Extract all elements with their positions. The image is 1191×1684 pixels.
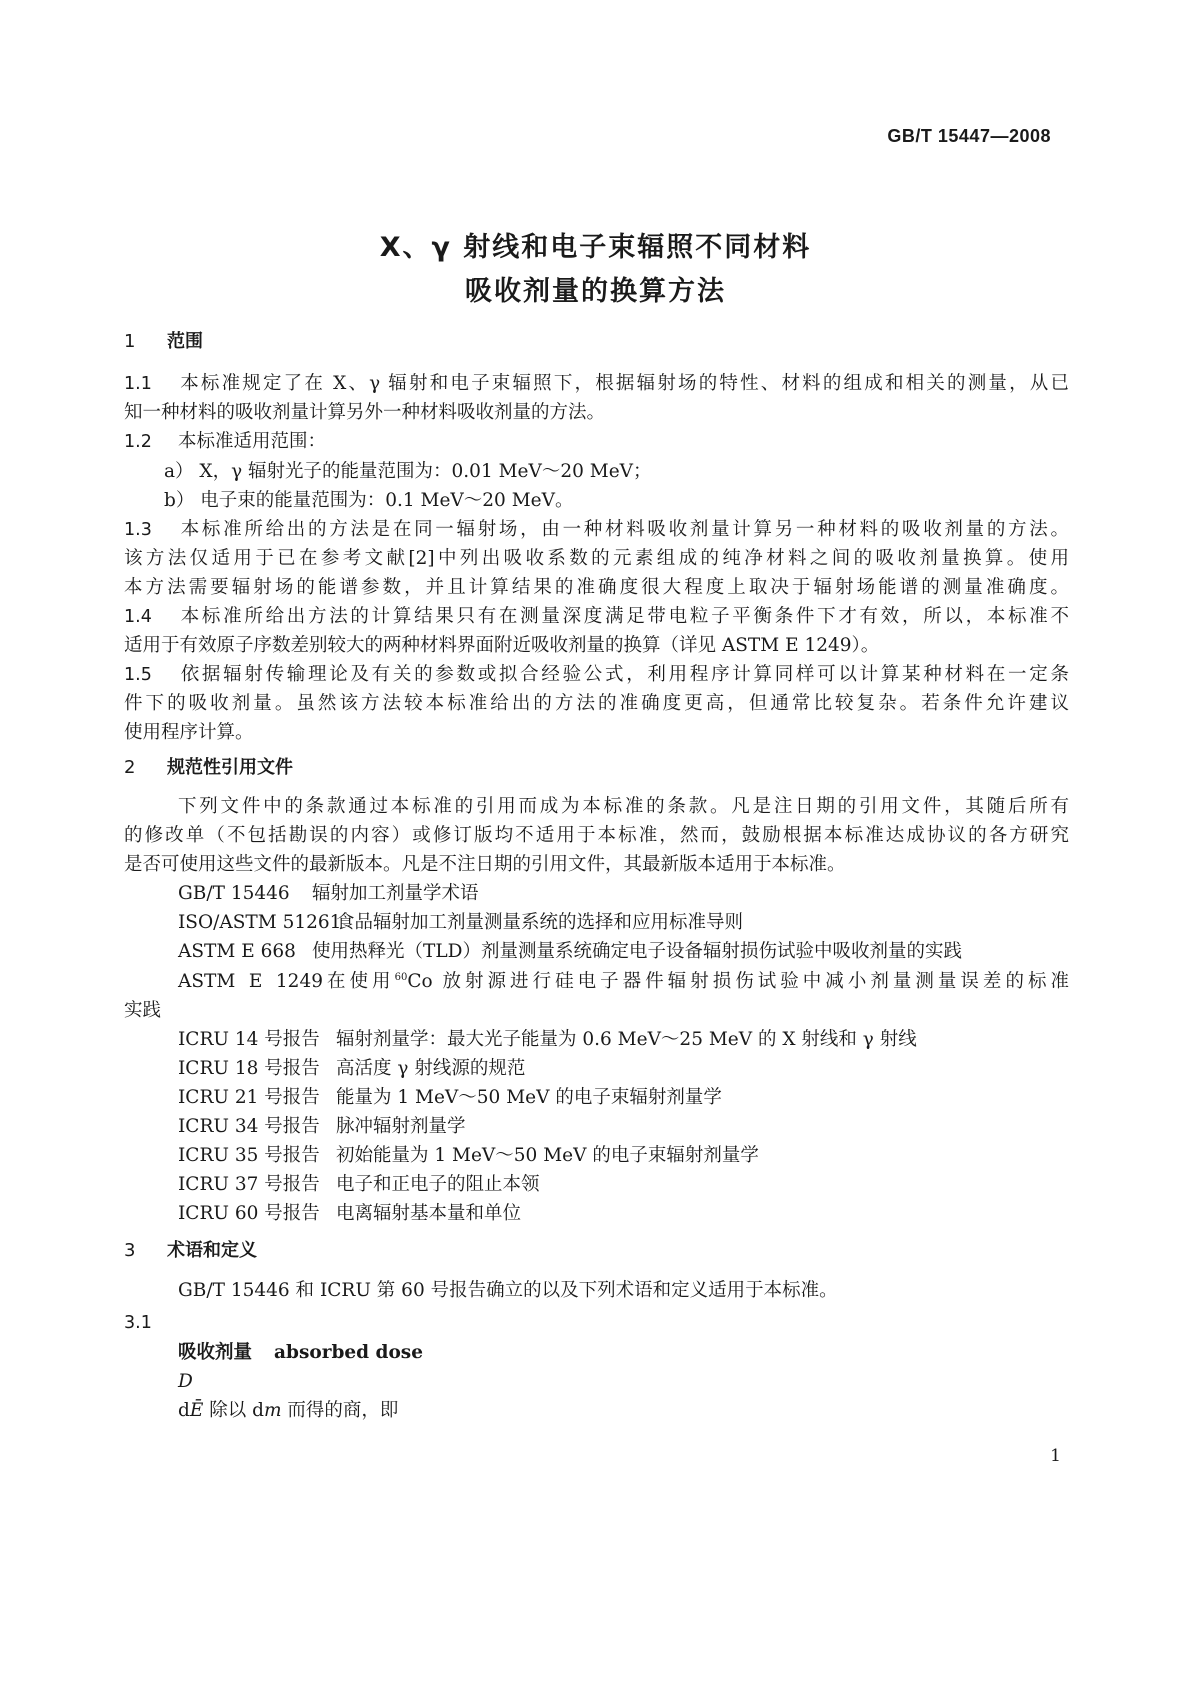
clause-number: 3.1 (124, 1313, 152, 1333)
report-title: 辐射剂量学：最大光子能量为 0.6 MeV～25 MeV 的 X 射线和 γ 射线 (336, 1029, 917, 1050)
term-symbol: D (178, 1371, 193, 1392)
clause-1-3-line-2: 该方法仅适用于已在参考文献[2]中列出吸收系数的元素组成的纯净材料之间的吸收剂量换算。使用 (124, 548, 1069, 569)
section-number: 1 (124, 331, 136, 352)
clause-number: 1.4 (124, 607, 152, 627)
reference-code: ASTM E 1249 (178, 971, 323, 992)
icru-report (178, 1053, 1123, 1084)
section-2-intro-line-2: 的修改单（不包括勘误的内容）或修订版均不适用于本标准，然而，鼓励根据本标准达成协议的各方研究 (124, 825, 1069, 846)
reference-title: 食品辐射加工剂量测量系统的选择和应用标准导则 (336, 912, 744, 933)
clause-3-1-number (124, 1307, 1069, 1339)
section-title: 规范性引用文件 (167, 757, 293, 778)
section-title: 术语和定义 (167, 1240, 257, 1261)
reference-code: ISO/ASTM 51261 (178, 912, 342, 933)
superscript-60: 60 (394, 971, 408, 983)
clause-1-5-line-2: 件下的吸收剂量。虽然该方法较本标准给出的方法的准确度更高，但通常比较复杂。若条件允许建议 (124, 693, 1069, 714)
section-3-heading (124, 1235, 1069, 1266)
section-1-heading (124, 326, 1069, 357)
reference-item-e1249: ASTM E 1249在使用$^{60}$Co 放射源进行硅电子器件辐射损伤试验中减小剂量测量误差的标准 (178, 966, 1069, 997)
term-definition: dĒ 除以 dm 而得的商，即 (178, 1400, 399, 1421)
report-title: 电子和正电子的阻止本领 (336, 1174, 540, 1195)
clause-number: 1.5 (124, 665, 152, 685)
icru-report (178, 1140, 1123, 1171)
clause-number: 1.2 (124, 432, 152, 452)
title-line-1: X、γ 射线和电子束辐照不同材料 (379, 232, 812, 263)
report-code: ICRU 21 号报告 (178, 1087, 320, 1108)
term-chinese: 吸收剂量 (178, 1342, 253, 1363)
section-2-heading (124, 752, 1069, 783)
clause-1-1-line-2: 知一种材料的吸收剂量计算另外一种材料吸收剂量的方法。 (124, 402, 606, 423)
report-code: ICRU 60 号报告 (178, 1203, 320, 1224)
icru-report (178, 1024, 1123, 1055)
report-title: 高活度 γ 射线源的规范 (336, 1058, 526, 1079)
clause-1-5-line-1: 1.5 依据辐射传输理论及有关的参数或拟合经验公式，利用程序计算同样可以计算某种材料在一定条 (124, 659, 1069, 691)
list-item-b: b） 电子束的能量范围为：0.1 MeV～20 MeV。 (164, 490, 574, 511)
standard-code: GB/T 15447—2008 (887, 126, 1051, 146)
list-item-a: a） X，γ 辐射光子的能量范围为：0.01 MeV～20 MeV； (164, 461, 652, 482)
report-code: ICRU 35 号报告 (178, 1145, 320, 1166)
clause-1-3-line-1: 1.3 本标准所给出的方法是在同一辐射场，由一种材料吸收剂量计算另一种材料的吸收剂量的方法。 (124, 514, 1069, 546)
icru-report (178, 1082, 1123, 1113)
clause-1-4-line-2: 适用于有效原子序数差别较大的两种材料界面附近吸收剂量的换算（详见 ASTM E 1249）。 (124, 635, 880, 656)
clause-number: 1.1 (124, 374, 152, 394)
title-line-2: 吸收剂量的换算方法 (465, 276, 726, 307)
section-2-intro-line-1: 下列文件中的条款通过本标准的引用而成为本标准的条款。凡是注日期的引用文件，其随后所有 (178, 796, 1069, 817)
reference-code: ASTM E 668 (178, 941, 296, 962)
clause-1-2: 1.2 本标准适用范围： (124, 426, 1069, 458)
report-title: 能量为 1 MeV～50 MeV 的电子束辐射剂量学 (336, 1087, 722, 1108)
report-code: ICRU 34 号报告 (178, 1116, 320, 1137)
clause-1-1-line-1: 1.1 本标准规定了在 X、γ 辐射和电子束辐照下，根据辐射场的特性、材料的组成和相关的测量，从已 (124, 368, 1069, 400)
report-title: 电离辐射基本量和单位 (336, 1203, 522, 1224)
reference-item-e1249-line-2: 实践 (124, 1000, 162, 1021)
clause-number: 1.3 (124, 520, 152, 540)
icru-report (178, 1111, 1123, 1142)
clause-1-5-line-3: 使用程序计算。 (124, 722, 254, 743)
reference-title: 辐射加工剂量学术语 (312, 883, 479, 904)
reference-code: GB/T 15446 (178, 883, 290, 904)
section-title: 范围 (167, 331, 203, 352)
icru-report (178, 1198, 1123, 1229)
clause-1-3-line-3: 本方法需要辐射场的能谱参数，并且计算结果的准确度很大程度上取决于辐射场能谱的测量准确度。 (124, 577, 1069, 598)
reference-title: 使用热释光（TLD）剂量测量系统确定电子设备辐射损伤试验中吸收剂量的实践 (312, 941, 962, 962)
document-title (0, 226, 1191, 314)
clause-1-4-line-1: 1.4 本标准所给出方法的计算结果只有在测量深度满足带电粒子平衡条件下才有效，所以，本标准不 (124, 601, 1069, 633)
report-code: ICRU 14 号报告 (178, 1029, 320, 1050)
report-code: ICRU 37 号报告 (178, 1174, 320, 1195)
term-entry (178, 1337, 1123, 1368)
report-title: 脉冲辐射剂量学 (336, 1116, 466, 1137)
section-2-intro-line-3: 是否可使用这些文件的最新版本。凡是不注日期的引用文件，其最新版本适用于本标准。 (124, 854, 846, 875)
section-number: 3 (124, 1240, 136, 1261)
reference-item (178, 936, 1123, 967)
icru-report (178, 1169, 1123, 1200)
section-3-intro: GB/T 15446 和 ICRU 第 60 号报告确立的以及下列术语和定义适用于本标准。 (178, 1280, 838, 1301)
report-title: 初始能量为 1 MeV～50 MeV 的电子束辐射剂量学 (336, 1145, 759, 1166)
reference-item (178, 878, 1123, 909)
reference-item (178, 907, 1123, 938)
page-number: 1 (1050, 1446, 1061, 1466)
section-number: 2 (124, 757, 136, 778)
term-english: absorbed dose (274, 1342, 423, 1363)
report-code: ICRU 18 号报告 (178, 1058, 320, 1079)
